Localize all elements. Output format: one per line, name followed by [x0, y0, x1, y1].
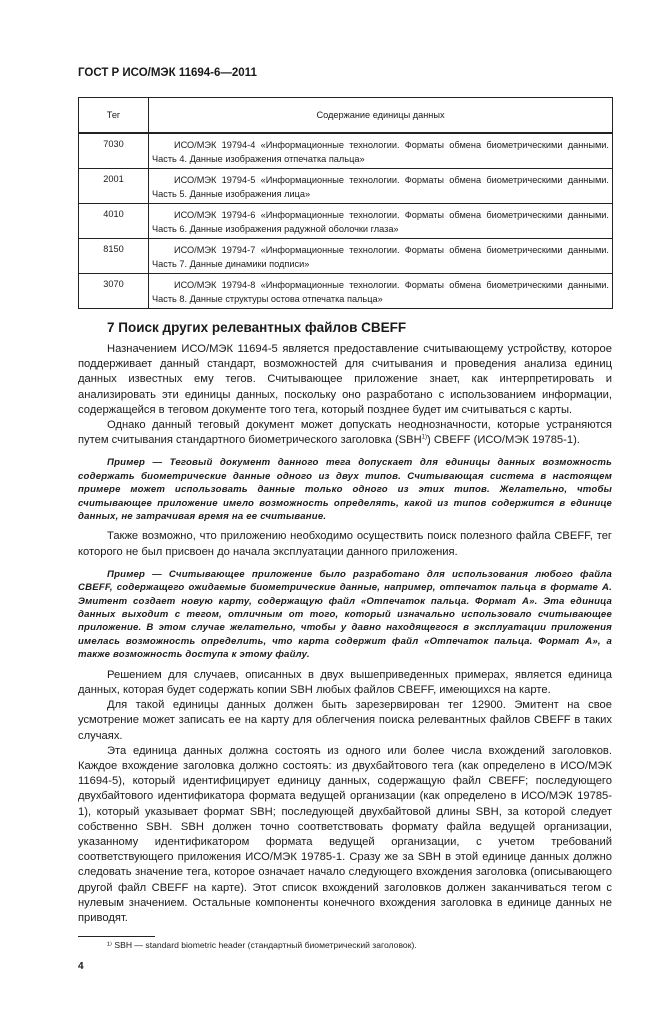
tag-cell: 7030: [79, 133, 149, 169]
table-header-row: [79, 98, 613, 134]
paragraph-text: ) CBEFF (ИСО/МЭК 19785-1).: [427, 434, 580, 447]
section-body: [78, 342, 612, 926]
paragraph: Эта единица данных должна состоять из одного или более числа вхождений заголовков. Каждое вхождение заголовка должно состоять: из двухбайтового тега (как определено в ИСО/МЭК 11694-5), который идентифицирует единицу данных, содержащую файл CBEFF; последующего двухбайтового идентификатора формата ведущей организации (как определено в ИСО/МЭК 19785-1), который указывает формат SBH; последующей двухбайтовой длины SBH, за которой следует собственно SBH. SBH должен точно соответствовать формату файла ведущей организации, указанному идентификатором формата ведущей организации, с учетом требований соответствующего приложения ИСО/МЭК 19785-1. Сразу же за SBH в этой единице данных должно следовать значение тега, которое означает начало следующего вхождения заголовка (описывающего другой файл CBEFF на карте). Этот список вхождений заголовков должен заканчиваться тегом с нулевым значением. Остальные компоненты конечного вхождения заголовка в единице данных не приводят.: [78, 744, 612, 924]
footnote: ¹⁾ SBH — standard biometric header (стандартный биометрический заголовок).: [107, 940, 417, 951]
paragraph: Также возможно, что приложению необходимо осуществить поиск полезного файла CBEFF, тег которого не был присвоен до начала эксплуатации данного приложения.: [78, 530, 612, 558]
table-row: [79, 133, 613, 169]
document-header: ГОСТ Р ИСО/МЭК 11694-6—2011: [78, 67, 257, 79]
desc-cell: ИСО/МЭК 19794-8 «Информационные технологии. Форматы обмена биометрическими данными. Часть 8. Данные структуры остова отпечатка пальца»: [149, 274, 613, 309]
paragraph: Решением для случаев, описанных в двух вышеприведенных примерах, является единица данных, которая будет содержать копии SBH любых файлов CBEFF, имеющихся на карте.: [78, 668, 612, 696]
desc-cell: ИСО/МЭК 19794-5 «Информационные технологии. Форматы обмена биометрическими данными. Часть 5. Данные изображения лица»: [149, 169, 613, 204]
section-title: 7 Поиск других релевантных файлов CBEFF: [107, 320, 407, 335]
desc-cell: ИСО/МЭК 19794-7 «Информационные технологии. Форматы обмена биометрическими данными. Часть 7. Данные динамики подписи»: [149, 239, 613, 274]
tag-cell: 2001: [79, 169, 149, 204]
column-header-content: Содержание единицы данных: [149, 98, 613, 134]
paragraph: [78, 418, 612, 448]
table-row: [79, 239, 613, 274]
example: Пример — Считывающее приложение было разработано для использования любого файла CBEFF, содержащего ожидаемые биометрические данные, например, отпечаток пальца в формате А. Эмитент создает новую карту, содержащую файл «Отпечаток пальца. Формат А». Эта единица данных выходит с тегом, отличным от того, который изначально использовало считывающее приложение. В этом случае желательно, чтобы у давно находящегося в эксплуатации приложения имелась возможность определить, что карта содержит файл «Отпечаток пальца. Формат А», а также возможность доступа к этому файлу.: [78, 568, 612, 661]
paragraph: Для такой единицы данных должен быть зарезервирован тег 12900. Эмитент на свое усмотрение может записать ее на карту для облегчения поиска релевантных файлов CBEFF в таких случаях.: [78, 699, 612, 742]
desc-cell: ИСО/МЭК 19794-6 «Информационные технологии. Форматы обмена биометрическими данными. Часть 6. Данные изображения радужной оболочки глаза»: [149, 204, 613, 239]
footnote-divider: [78, 936, 155, 937]
paragraph: Назначением ИСО/МЭК 11694-5 является предоставление считывающему устройству, которое поддерживает данный стандарт, возможностей для считывания и проведения анализа единиц данных известных ему тегов. Считывающее приложение знает, как интерпретировать и анализировать эти единицы данных, поскольку оно разработано с использованием информации, содержащейся в теговом документе того тега, который позднее будет им считываться с карты.: [78, 343, 612, 416]
desc-cell: ИСО/МЭК 19794-4 «Информационные технологии. Форматы обмена биометрическими данными. Часть 4. Данные изображения отпечатка пальца»: [149, 133, 613, 169]
tag-cell: 8150: [79, 239, 149, 274]
table-row: [79, 169, 613, 204]
column-header-tag: Тег: [79, 98, 149, 134]
table-row: [79, 204, 613, 239]
example: Пример — Теговый документ данного тега допускает для единицы данных возможность содержать биометрические данные одного из двух типов. Считывающая система в настоящем примере может использовать данные только одного из этих типов. Желательно, чтобы считывающее приложение имело возможность определять, какой из типов содержится в единице данных, не затрачивая время на ее считывание.: [78, 457, 612, 523]
paragraph-text: Однако данный теговый документ может допускать неоднозначности, которые устраняются путем считывания стандартного биометрического заголовка (SBH: [78, 419, 612, 447]
tag-cell: 4010: [79, 204, 149, 239]
tag-cell: 3070: [79, 274, 149, 309]
page-number: 4: [78, 961, 84, 973]
table-row: [79, 274, 613, 309]
tag-table: [78, 97, 613, 309]
footnote-ref: 1): [421, 434, 428, 441]
